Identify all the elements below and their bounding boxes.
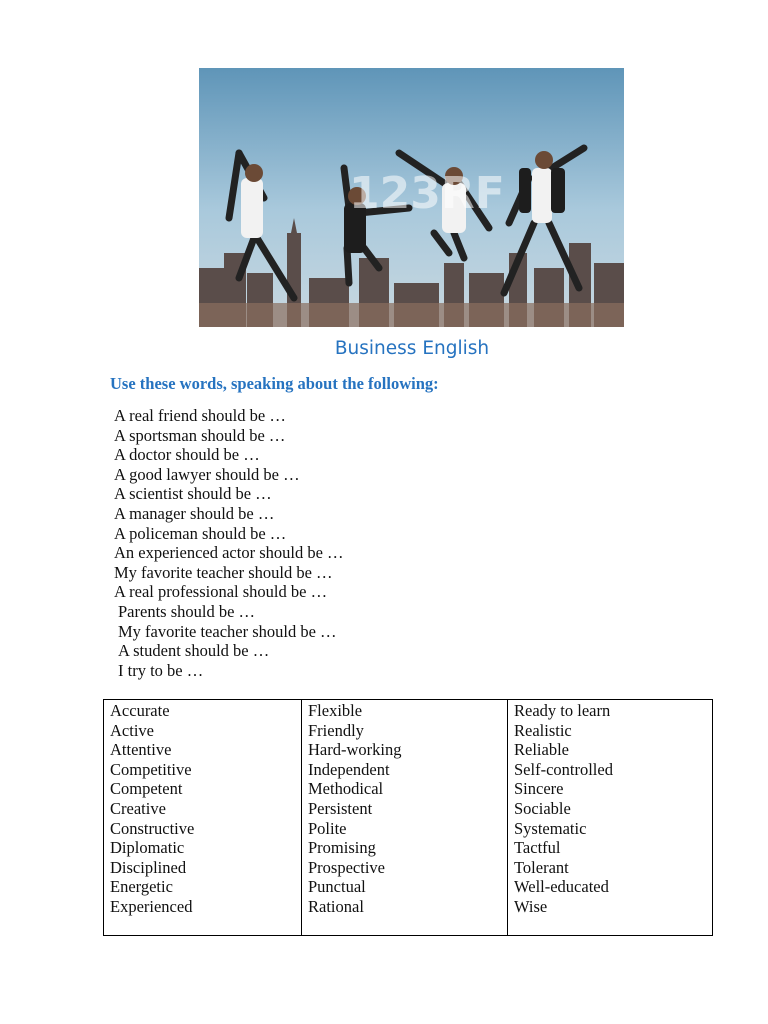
page-title: Business English	[334, 338, 490, 359]
word: Promising	[308, 838, 376, 858]
word: Reliable	[514, 740, 569, 760]
word: Competent	[110, 779, 183, 799]
word: Active	[110, 720, 154, 740]
prompt-item: Parents should be …	[118, 601, 256, 621]
word: Tactful	[514, 838, 561, 858]
vocabulary-column-1	[104, 700, 302, 936]
word: Sociable	[514, 798, 571, 818]
word: Prospective	[308, 857, 385, 877]
word: Well-educated	[514, 877, 609, 897]
people-jumping-city-photo-icon	[199, 68, 624, 327]
word: Accurate	[110, 701, 170, 720]
word: Realistic	[514, 720, 572, 740]
prompt-item: A student should be …	[118, 641, 270, 661]
word: Attentive	[110, 740, 172, 760]
word: Creative	[110, 798, 166, 818]
vocabulary-column-3	[508, 700, 713, 936]
vocabulary-table	[103, 699, 713, 936]
prompt-item: An experienced actor should be …	[114, 543, 344, 563]
instruction-heading: Use these words, speaking about the following:	[110, 374, 439, 393]
word: Rational	[308, 896, 364, 916]
prompt-list	[114, 406, 344, 680]
header-photo	[199, 68, 624, 327]
word: Hard-working	[308, 740, 402, 760]
word: Competitive	[110, 759, 192, 779]
word: Ready to learn	[514, 701, 611, 720]
word: Self-controlled	[514, 759, 613, 779]
word: Experienced	[110, 896, 193, 916]
prompt-item: A manager should be …	[114, 503, 275, 523]
word: Punctual	[308, 877, 366, 897]
word: Sincere	[514, 779, 564, 799]
word: Disciplined	[110, 857, 187, 877]
watermark-text: 123RF	[349, 168, 505, 219]
word: Energetic	[110, 877, 173, 897]
vocabulary-column-2	[302, 700, 508, 936]
word: Tolerant	[514, 857, 569, 877]
word: Systematic	[514, 818, 587, 838]
word: Methodical	[308, 779, 384, 799]
prompt-item: A doctor should be …	[114, 445, 260, 465]
word: Flexible	[308, 701, 363, 720]
prompt-item: A scientist should be …	[114, 484, 272, 504]
table-row	[104, 700, 713, 936]
word: Independent	[308, 759, 390, 779]
prompt-item: My favorite teacher should be …	[118, 621, 337, 641]
prompt-item: I try to be …	[118, 660, 204, 680]
prompt-item: A good lawyer should be …	[114, 464, 300, 484]
prompt-item: A policeman should be …	[114, 523, 287, 543]
prompt-item: A real professional should be …	[114, 582, 328, 602]
prompt-item: A real friend should be …	[114, 406, 286, 425]
word: Polite	[308, 818, 347, 838]
word: Diplomatic	[110, 838, 185, 858]
prompt-item: A sportsman should be …	[114, 425, 286, 445]
word: Persistent	[308, 798, 373, 818]
word: Friendly	[308, 720, 364, 740]
word: Constructive	[110, 818, 195, 838]
word: Wise	[514, 896, 548, 916]
prompt-item: My favorite teacher should be …	[114, 562, 333, 582]
